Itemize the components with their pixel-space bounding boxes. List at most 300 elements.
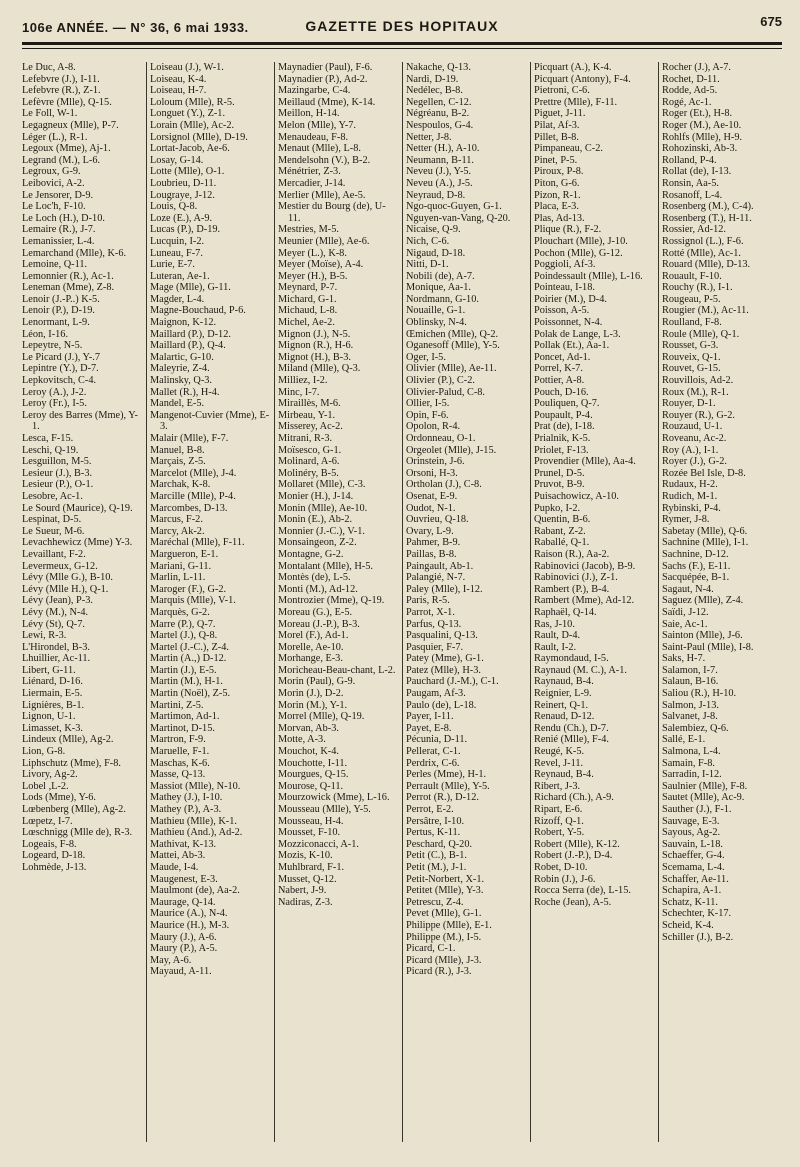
index-entry: Pillet, B-8. <box>534 131 579 143</box>
index-entry: Maignon, K-12. <box>150 317 217 329</box>
index-entry: Palangié, N-7. <box>406 572 466 584</box>
index-entry: Salamon, I-7. <box>662 664 718 676</box>
index-entry: Sallé, E-1. <box>662 734 706 746</box>
index-entry: Opolon, R-4. <box>406 421 461 433</box>
index-entry: Prettre (Mlle), F-11. <box>534 96 618 108</box>
index-entry: Livory, Ag-2. <box>22 769 78 781</box>
index-entry: Ras, J-10. <box>534 618 575 630</box>
index-entry: Pottier, A-8. <box>534 375 585 387</box>
index-entry: Lucquin, I-2. <box>150 235 205 247</box>
index-entry: Logeard, D-18. <box>22 850 86 862</box>
index-entry: Plas, Ad-13. <box>534 212 585 224</box>
index-entry: Martinot, D-15. <box>150 722 215 734</box>
index-entry: Mozziconacci, A-1. <box>278 838 359 850</box>
index-entry: Porrel, K-7. <box>534 363 583 375</box>
name-index-columns <box>22 62 782 1152</box>
index-entry: Lhuillier, Ac-11. <box>22 653 91 665</box>
index-entry: Robin (J.), J-6. <box>534 873 596 885</box>
index-column-1 <box>22 62 142 874</box>
index-entry: Loloum (Mlle), R-5. <box>150 96 235 108</box>
index-entry: L'Hirondel, B-3. <box>22 641 90 653</box>
index-entry: Salmon, J-13. <box>662 699 719 711</box>
index-entry: Ordonneau, O-1. <box>406 433 476 444</box>
index-entry: Muhlbrard, F-1. <box>278 861 345 873</box>
index-entry: Mayaud, A-11. <box>150 966 212 978</box>
index-entry: Richard (Ch.), A-9. <box>534 792 614 804</box>
index-entry: Mourzowick (Mme), L-16. <box>278 792 390 804</box>
index-entry: Pinet, P-5. <box>534 154 578 166</box>
index-entry: Pilat, Af-3. <box>534 119 580 131</box>
index-entry: Lévy (Mlle G.), B-10. <box>22 572 113 584</box>
index-entry: Rabinovici (Jacob), B-9. <box>534 560 636 572</box>
index-entry: Négréanu, B-2. <box>406 108 470 120</box>
index-entry: Rodde, Ad-5. <box>662 85 718 97</box>
index-entry: Oganesoff (Mlle), Y-5. <box>406 340 500 352</box>
index-entry: Le Sueur, M-6. <box>22 525 85 537</box>
column-divider <box>146 62 147 1142</box>
index-entry: Saliou (R.), H-10. <box>662 688 737 700</box>
index-entry: Morin (M.), Y-1. <box>278 699 348 711</box>
index-entry: Moïsesco, G-1. <box>278 444 342 456</box>
index-entry: Lesca, F-15. <box>22 433 74 444</box>
index-entry: Mandel, E-5. <box>150 398 205 410</box>
index-entry: Lenormant, L-9. <box>22 317 90 329</box>
index-entry: Oblinsky, N-4. <box>406 317 467 329</box>
index-entry: Rocca Serra (de), L-15. <box>534 885 631 897</box>
index-entry: Mestier du Bourg (de), U-11. <box>278 201 386 224</box>
index-entry: Schaeffer, G-4. <box>662 850 725 862</box>
index-entry: Lenoir (P.), D-19. <box>22 305 95 317</box>
index-entry: Paingault, Ab-1. <box>406 560 474 572</box>
index-entry: Maury (P.), A-5. <box>150 943 218 955</box>
index-entry: Olivier (P.), C-2. <box>406 375 475 387</box>
index-entry: Rault, I-2. <box>534 641 577 653</box>
index-entry: Puisachowicz, A-10. <box>534 490 619 502</box>
index-entry: Lion, G-8. <box>22 746 66 758</box>
index-entry: Perdrix, C-6. <box>406 757 460 769</box>
index-entry: Lurie, E-7. <box>150 259 195 271</box>
index-entry: Rohozinski, Ab-3. <box>662 143 738 155</box>
index-entry: Pupko, I-2. <box>534 502 581 514</box>
index-entry: Picquart (A.), K-4. <box>534 62 612 73</box>
page-header <box>22 10 782 40</box>
index-entry: Sauvage, E-3. <box>662 815 720 827</box>
index-entry: Léger (L.), R-1. <box>22 131 88 143</box>
index-entry: Martin (M.), H-1. <box>150 676 223 688</box>
index-entry: Mathivat, K-13. <box>150 838 217 850</box>
index-entry: Mazingarbe, C-4. <box>278 85 351 97</box>
index-entry: Rougeau, P-5. <box>662 293 721 305</box>
index-entry: Martron, F-9. <box>150 734 206 746</box>
index-entry: Salembiez, Q-6. <box>662 722 729 734</box>
index-entry: Priolet, F-13. <box>534 444 589 456</box>
index-entry: Patey (Mme), G-1. <box>406 653 484 665</box>
column-divider <box>530 62 531 1142</box>
index-entry: Perles (Mme), H-1. <box>406 769 487 781</box>
index-entry: Leroy des Barres (Mme), Y-1. <box>22 409 138 433</box>
index-entry: Le Foll, W-1. <box>22 108 78 120</box>
index-entry: Renaud, D-12. <box>534 711 595 723</box>
index-entry: Lœschnigg (Mlle de), R-3. <box>22 827 133 839</box>
index-entry: Maréchal (Mlle), F-11. <box>150 537 245 549</box>
index-entry: Meyer (H.), B-5. <box>278 270 348 282</box>
index-entry: Paulo (de), L-18. <box>406 699 477 711</box>
index-entry: Le Loc'h, F-10. <box>22 201 86 213</box>
index-entry: Le Sourd (Maurice), Q-19. <box>22 502 133 514</box>
index-entry: Morin (Paul), G-9. <box>278 676 356 688</box>
index-entry: Rouzaud, U-1. <box>662 421 723 433</box>
index-entry: Maynadier (P.), Ad-2. <box>278 73 368 85</box>
index-entry: Miraillès, M-6. <box>278 398 341 410</box>
index-entry: Mathieu (Mlle), K-1. <box>150 815 237 827</box>
index-entry: Ménétrier, Z-3. <box>278 166 341 178</box>
index-entry: Meyer (L.), K-8. <box>278 247 347 259</box>
index-entry: Lignon, U-1. <box>22 711 76 723</box>
index-entry: Michel, Ae-2. <box>278 317 335 329</box>
index-entry: Marcombes, D-13. <box>150 502 228 514</box>
index-entry: Osenat, E-9. <box>406 490 458 502</box>
index-entry: Parfus, Q-13. <box>406 618 462 630</box>
index-entry: Meillon, H-14. <box>278 108 340 120</box>
index-entry: Piton, G-6. <box>534 177 580 189</box>
index-entry: Roger (Et.), H-8. <box>662 108 733 120</box>
index-entry: Michard, G-1. <box>278 293 337 305</box>
index-entry: Rybinski, P-4. <box>662 502 721 514</box>
index-entry: Michaud, L-8. <box>278 305 338 317</box>
index-entry: Morvan, Ab-3. <box>278 722 339 734</box>
index-entry: Raballé, Q-1. <box>534 537 590 549</box>
index-entry: Nicaise, Q-9. <box>406 224 461 236</box>
index-entry: Pizon, R-1. <box>534 189 581 201</box>
index-entry: Rosanoff, L-4. <box>662 189 723 201</box>
page-number: 675 <box>760 14 782 29</box>
index-entry: Paley (Mlle), I-12. <box>406 583 483 595</box>
index-entry: Nadiras, Z-3. <box>278 896 333 908</box>
index-entry: Lemaire (R.), J-7. <box>22 224 96 236</box>
index-entry: Rohlfs (Mlle), H-9. <box>662 131 743 143</box>
index-entry: Le Picard (J.), Y-.7 <box>22 351 100 363</box>
index-entry: Maynadier (Paul), F-6. <box>278 62 373 73</box>
index-entry: Rotté (Mlle), Ac-1. <box>662 247 741 259</box>
index-entry: Morelle, Ae-10. <box>278 641 344 653</box>
index-entry: Reynaud, B-4. <box>534 769 594 781</box>
index-entry: Pollak (Et.), Aa-1. <box>534 340 610 352</box>
index-entry: Loiseau, H-7. <box>150 85 207 97</box>
index-entry: Rochet, D-11. <box>662 73 720 85</box>
index-entry: Mouchotte, I-11. <box>278 757 348 769</box>
index-entry: Marcille (Mlle), P-4. <box>150 490 236 502</box>
index-entry: Provendier (Mlle), Aa-4. <box>534 456 636 468</box>
index-entry: Saie, Ac-1. <box>662 618 708 630</box>
index-entry: Leroy (A.), J-2. <box>22 386 87 398</box>
index-entry: Magne-Bouchaud, P-6. <box>150 305 246 317</box>
index-entry: Limasset, K-3. <box>22 722 83 734</box>
index-entry: Monnier (J.-C.), V-1. <box>278 525 365 537</box>
index-entry: Martini, Z-5. <box>150 699 204 711</box>
index-entry: Loiseau, K-4. <box>150 73 207 85</box>
index-entry: Rozée Bel Isle, D-8. <box>662 467 746 479</box>
index-entry: Rosenberg (T.), H-11. <box>662 212 752 224</box>
index-entry: Mousset, F-10. <box>278 827 341 839</box>
index-entry: Ronsin, Aa-5. <box>662 177 719 189</box>
index-entry: Peschard, Q-20. <box>406 838 473 850</box>
index-entry: Levaillant, F-2. <box>22 548 86 560</box>
index-entry: Neumann, B-11. <box>406 154 474 166</box>
index-entry: Picard, C-1. <box>406 943 456 955</box>
index-entry: Poggioli, Af-3. <box>534 259 596 271</box>
index-entry: Pevet (Mlle), G-1. <box>406 908 482 920</box>
index-entry: Rambert (Mme), Ad-12. <box>534 595 635 607</box>
index-entry: Mallet (R.), H-4. <box>150 386 220 398</box>
index-entry: Margueron, E-1. <box>150 548 219 560</box>
index-entry: Nardi, D-19. <box>406 73 459 85</box>
index-entry: Polak de Lange, L-3. <box>534 328 621 340</box>
index-entry: Lindeux (Mlle), Ag-2. <box>22 734 114 746</box>
index-entry: Mirbeau, Y-1. <box>278 409 336 421</box>
index-entry: Neyraud, D-8. <box>406 189 466 201</box>
index-entry: Milliez, I-2. <box>278 375 328 387</box>
index-entry: Marcelot (Mlle), J-4. <box>150 467 237 479</box>
index-entry: Monsaingeon, Z-2. <box>278 537 357 549</box>
index-entry: Rouyer (R.), G-2. <box>662 409 735 421</box>
index-entry: Samain, F-8. <box>662 757 715 769</box>
index-entry: Poncet, Ad-1. <box>534 351 591 363</box>
index-entry: Negellen, C-12. <box>406 96 472 108</box>
index-entry: Rosenberg (M.), C-4). <box>662 201 754 213</box>
index-entry: Maugenest, E-3. <box>150 873 218 885</box>
index-entry: Rault, D-4. <box>534 630 581 642</box>
index-entry: Rymer, J-8. <box>662 514 710 526</box>
index-entry: Lévy (Mlle H.), Q-1. <box>22 583 109 595</box>
index-entry: Nguyen-van-Vang, Q-20. <box>406 212 511 224</box>
index-entry: Olivier-Palud, C-8. <box>406 386 486 398</box>
index-entry: Mousseau (Mlle), Y-5. <box>278 804 371 815</box>
index-entry: Saguez (Mlle), Z-4. <box>662 595 744 607</box>
index-entry: Rocher (J.), A-7. <box>662 62 731 73</box>
index-entry: Pimpaneau, C-2. <box>534 143 603 155</box>
index-entry: Ngo-quoc-Guyen, G-1. <box>406 201 502 213</box>
index-entry: Legoux (Mme), Aj-1. <box>22 143 111 155</box>
index-entry: Mangenot-Cuvier (Mme), E-3. <box>150 409 270 433</box>
index-entry: Monique, Aa-1. <box>406 282 471 294</box>
index-entry: Morin (J.), D-2. <box>278 688 344 700</box>
index-entry: Mariani, G-11. <box>150 560 212 572</box>
index-entry: Roule (Mlle), Q-1. <box>662 328 740 340</box>
index-entry: Mathey (J.), I-10. <box>150 792 223 804</box>
index-entry: Marchak, K-8. <box>150 479 211 491</box>
index-entry: Nouaille, G-1. <box>406 305 466 317</box>
index-entry: Rouard (Mlle), D-13. <box>662 259 751 271</box>
index-entry: Misserey, Ac-2. <box>278 421 343 433</box>
index-entry: Mendelsohn (V.), B-2. <box>278 154 371 166</box>
index-column-6 <box>662 62 782 943</box>
index-entry: Minc, I-7. <box>278 386 320 398</box>
index-entry: Rolland, P-4. <box>662 154 717 166</box>
index-entry: Ortholan (J.), C-8. <box>406 479 482 491</box>
index-entry: Loiseau (J.), W-1. <box>150 62 224 73</box>
index-entry: Lemonnier (R.), Ac-1. <box>22 270 114 282</box>
index-entry: Martin (A.,) D-12. <box>150 653 227 665</box>
index-entry: Sacquépée, B-1. <box>662 572 730 584</box>
index-entry: Picard (Mlle), J-3. <box>406 954 482 966</box>
index-entry: Lepeytre, N-5. <box>22 340 83 352</box>
index-entry: Pruvot, B-9. <box>534 479 585 491</box>
index-entry: Pietroni, C-6. <box>534 85 590 97</box>
index-entry: Sainton (Mlle), J-6. <box>662 630 743 642</box>
index-entry: Rouault, F-10. <box>662 270 722 282</box>
index-entry: Lortat-Jacob, Ae-6. <box>150 143 230 155</box>
index-entry: Pasqualini, Q-13. <box>406 630 478 642</box>
index-entry: Liénard, D-16. <box>22 676 83 688</box>
index-entry: Rabinovici (J.), Z-1. <box>534 572 618 584</box>
index-entry: Lefèvre (Mlle), Q-15. <box>22 96 112 108</box>
index-entry: Roy (A.), I-1. <box>662 444 719 456</box>
index-entry: Orinstein, J-6. <box>406 456 465 468</box>
index-entry: Martimon, Ad-1. <box>150 711 220 723</box>
index-entry: Maillard (P.), Q-4. <box>150 340 226 352</box>
index-entry: Schaffer, Ae-11. <box>662 873 729 885</box>
index-entry: Robert (Mlle), K-12. <box>534 838 620 850</box>
index-entry: Rabant, Z-2. <box>534 525 586 537</box>
index-column-2 <box>150 62 270 978</box>
index-entry: Sauvain, L-18. <box>662 838 723 850</box>
index-entry: Marcy, Ak-2. <box>150 525 205 537</box>
index-entry: Lignières, B-1. <box>22 699 85 711</box>
index-entry: Martel (J.-C.), Z-4. <box>150 641 229 653</box>
index-entry: Revel, J-11. <box>534 757 584 769</box>
index-entry: Marquis (Mlle), V-1. <box>150 595 236 607</box>
index-entry: May, A-6. <box>150 954 192 966</box>
index-entry: Mouchot, K-4. <box>278 746 339 758</box>
index-entry: Roveanu, Ac-2. <box>662 433 727 444</box>
index-entry: Poindessault (Mlle), L-16. <box>534 270 643 282</box>
index-entry: Menaut (Mlle), L-8. <box>278 143 361 155</box>
index-entry: Mozis, K-10. <box>278 850 333 862</box>
index-entry: Reignier, L-9. <box>534 688 592 700</box>
index-entry: Rendu (Ch.), D-7. <box>534 722 609 734</box>
index-entry: Lœpetz, I-7. <box>22 815 73 827</box>
index-entry: Mage (Mlle), G-11. <box>150 282 231 294</box>
index-entry: Léon, I-16. <box>22 328 69 340</box>
index-entry: Lemoine, Q-11. <box>22 259 88 271</box>
index-entry: Libert, G-11. <box>22 664 76 676</box>
index-entry: Prat (de), I-18. <box>534 421 595 433</box>
index-entry: Saulnier (Mlle), F-8. <box>662 780 748 792</box>
index-entry: Molinéry, B-5. <box>278 467 339 479</box>
index-entry: Lespinat, D-5. <box>22 514 82 526</box>
index-entry: Lefebvre (R.), Z-1. <box>22 85 101 97</box>
index-entry: Prunel, D-5. <box>534 467 585 479</box>
index-entry: Marcus, F-2. <box>150 514 203 526</box>
index-entry: Rambert (P.), B-4. <box>534 583 610 595</box>
header-rule-thick <box>22 42 782 45</box>
index-entry: Maurice (A.), N-4. <box>150 908 228 920</box>
index-entry: Scheid, K-4. <box>662 919 714 931</box>
index-entry: Marquès, G-2. <box>150 606 210 618</box>
index-entry: Parrot, X-1. <box>406 606 455 618</box>
index-entry: Marre (P.), Q-7. <box>150 618 216 630</box>
index-entry: Maroger (F.), G-2. <box>150 583 227 595</box>
index-entry: Mestries, M-5. <box>278 224 339 236</box>
index-entry: Moricheau-Beau-chant, L-2. <box>278 664 396 676</box>
index-entry: Le Loch (H.), D-10. <box>22 212 105 224</box>
index-entry: Lotte (Mlle), O-1. <box>150 166 225 178</box>
index-entry: Lepkovitsch, C-4. <box>22 375 97 387</box>
index-entry: Piguet, J-11. <box>534 108 586 120</box>
index-entry: Lesieur (P.), O-1. <box>22 479 94 491</box>
index-entry: Mercadier, J-14. <box>278 177 346 189</box>
index-entry: Plique (R.), F-2. <box>534 224 602 236</box>
index-entry: Reinert, Q-1. <box>534 699 589 711</box>
index-entry: Salvanet, J-8. <box>662 711 718 723</box>
index-entry: Philippe (Mlle), E-1. <box>406 919 492 931</box>
index-entry: Mignot (H.), B-3. <box>278 351 351 363</box>
index-entry: Lewi, R-3. <box>22 630 67 642</box>
index-column-3 <box>278 62 398 908</box>
index-entry: Luneau, F-7. <box>150 247 203 259</box>
index-entry: Meunier (Mlle), Ae-6. <box>278 235 370 247</box>
index-entry: Maleyrie, Z-4. <box>150 363 210 375</box>
index-entry: Monier (H.), J-14. <box>278 490 354 502</box>
index-entry: Levermeux, G-12. <box>22 560 98 572</box>
index-entry: Martin (Noël), Z-5. <box>150 688 231 700</box>
index-entry: Quentin, B-6. <box>534 514 591 526</box>
index-entry: Rougier (M.), Ac-11. <box>662 305 749 317</box>
index-entry: Mitrani, R-3. <box>278 433 333 444</box>
column-divider <box>402 62 403 1142</box>
index-entry: Persâtre, I-10. <box>406 815 465 827</box>
index-entry: Mignon (J.), N-5. <box>278 328 351 340</box>
index-entry: Nitti, D-1. <box>406 259 449 271</box>
index-entry: Pochon (Mlle), G-12. <box>534 247 623 259</box>
index-entry: Lesguillon, M-5. <box>22 456 92 468</box>
column-divider <box>658 62 659 1142</box>
index-entry: Maillard (P.), D-12. <box>150 328 231 340</box>
index-entry: Pasquier, F-7. <box>406 641 464 653</box>
index-entry: Mathieu (And.), Ad-2. <box>150 827 243 839</box>
index-entry: Plouchart (Mlle), J-10. <box>534 235 628 247</box>
index-entry: Petit-Norbert, X-1. <box>406 873 485 885</box>
index-entry: Lesieur (J.), B-3. <box>22 467 93 479</box>
index-entry: Payer, I-11. <box>406 711 454 723</box>
index-entry: Rudich, M-1. <box>662 490 718 502</box>
index-entry: Pertus, K-11. <box>406 827 461 839</box>
column-divider <box>274 62 275 1142</box>
index-entry: Luteran, Ae-1. <box>150 270 210 282</box>
index-entry: Mollaret (Mlle), C-3. <box>278 479 366 491</box>
index-entry: Rudaux, H-2. <box>662 479 718 491</box>
index-entry: Morhange, E-3. <box>278 653 343 665</box>
index-entry: Paris, R-5. <box>406 595 450 607</box>
index-entry: Martel (J.), Q-8. <box>150 630 218 642</box>
index-entry: Magder, L-4. <box>150 293 205 305</box>
index-entry: Nordmann, G-10. <box>406 293 479 305</box>
index-entry: Lorsignol (Mlle), D-19. <box>150 131 248 143</box>
index-entry: Picquart (Antony), F-4. <box>534 73 631 85</box>
index-entry: Monin (E.), Ab-2. <box>278 514 353 526</box>
index-entry: Salaun, B-16. <box>662 676 719 688</box>
index-entry: Schiller (J.), B-2. <box>662 931 734 943</box>
index-entry: Paugam, Af-3. <box>406 688 466 700</box>
index-entry: Massiot (Mlle), N-10. <box>150 780 241 792</box>
index-entry: Longuet (Y.), Z-1. <box>150 108 226 120</box>
index-entry: Miland (Mlle), Q-3. <box>278 363 361 375</box>
index-entry: Poisson, A-5. <box>534 305 590 317</box>
header-rule-thin <box>22 48 782 49</box>
issue-info: 106e ANNÉE. — N° 36, 6 mai 1933. <box>22 20 249 35</box>
index-entry: Malair (Mlle), F-7. <box>150 433 229 444</box>
index-entry: Schatz, K-11. <box>662 896 718 908</box>
